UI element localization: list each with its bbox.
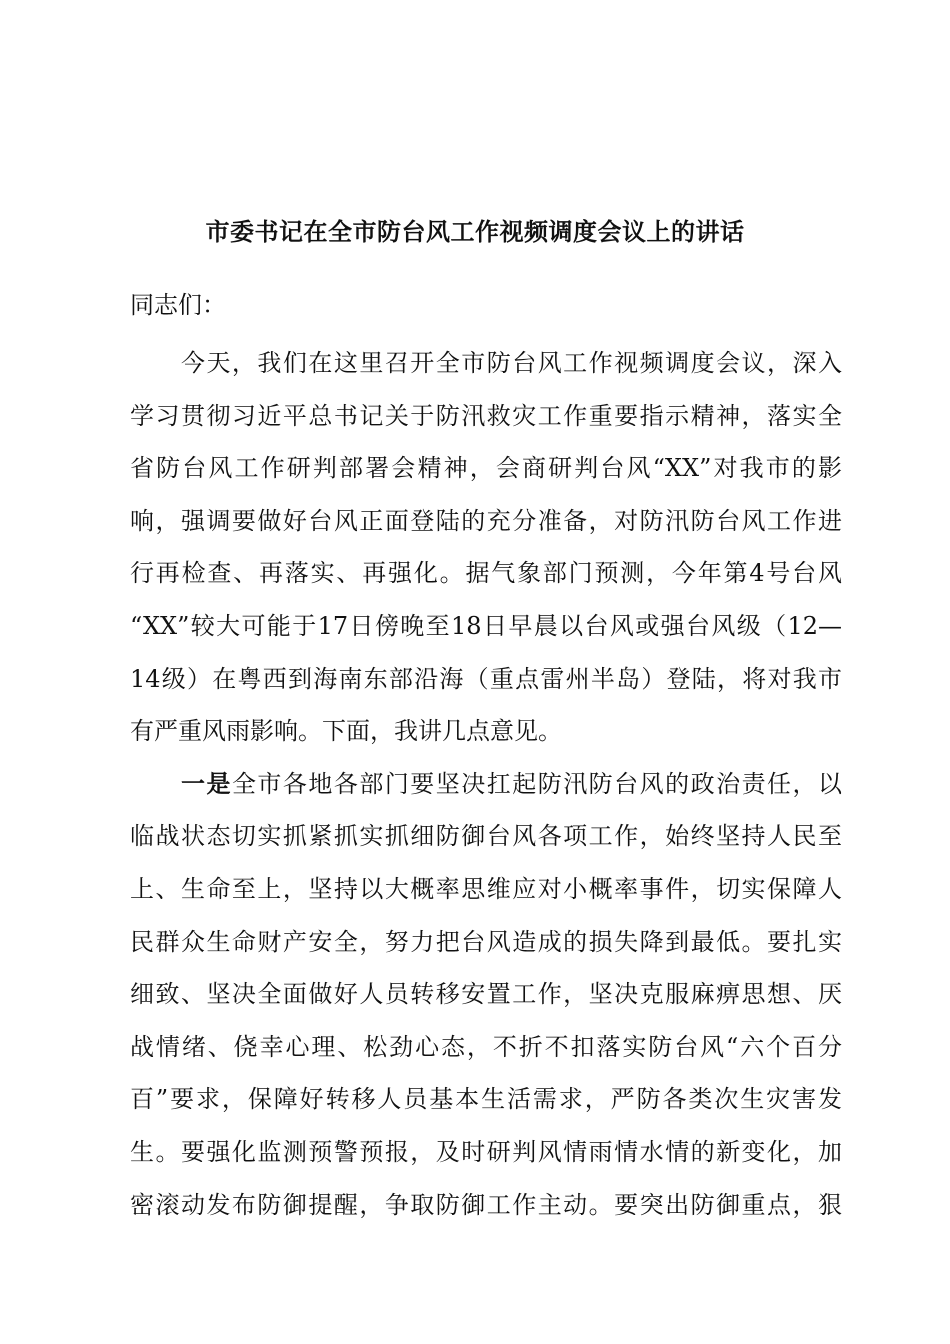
paragraph-1-line: “XX”较大可能于17日傍晚至18日早晨以台风或强台风级（12— xyxy=(130,611,842,640)
paragraph-1-line: 14级）在粤西到海南东部沿海（重点雷州半岛）登陆，将对我市 xyxy=(130,664,842,693)
paragraph-2-first-text: 全市各地各部门要坚决扛起防汛防台风的政治责任，以 xyxy=(231,769,843,798)
salutation: 同志们： xyxy=(130,291,226,319)
paragraph-2-line: 民群众生命财产安全，努力把台风造成的损失降到最低。要扎实 xyxy=(130,927,842,956)
paragraph-2-line: 生。要强化监测预警预报，及时研判风情雨情水情的新变化，加 xyxy=(130,1137,842,1166)
paragraph-2-line: 上、生命至上，坚持以大概率思维应对小概率事件，切实保障人 xyxy=(130,874,842,903)
paragraph-1-line: 学习贯彻习近平总书记关于防汛救灾工作重要指示精神，落实全 xyxy=(130,401,842,430)
paragraph-2-line: 细致、坚决全面做好人员转移安置工作，坚决克服麻痹思想、厌 xyxy=(130,980,842,1009)
paragraph-2-line: 战情绪、侥幸心理、松劲心态，不折不扣落实防台风“六个百分 xyxy=(130,1032,842,1061)
paragraph-2-line: 临战状态切实抓紧抓实抓细防御台风各项工作，始终坚持人民至 xyxy=(130,822,842,851)
paragraph-1-line: 响，强调要做好台风正面登陆的充分准备，对防汛防台风工作进 xyxy=(130,506,842,535)
paragraph-1-line: 行再检查、再落实、再强化。据气象部门预测，今年第4号台风 xyxy=(130,559,842,588)
paragraph-2-line: 百”要求，保障好转移人员基本生活需求，严防各类次生灾害发 xyxy=(130,1085,842,1114)
paragraph-1-line: 省防台风工作研判部署会精神，会商研判台风“XX”对我市的影 xyxy=(130,454,842,483)
paragraph-2-line: 密滚动发布防御提醒，争取防御工作主动。要突出防御重点，狠 xyxy=(130,1190,842,1219)
paragraph-2-first-line xyxy=(130,758,842,811)
paragraph-2-lead: 一是 xyxy=(180,768,232,798)
paragraph-1-line: 今天，我们在这里召开全市防台风工作视频调度会议，深入 xyxy=(130,349,842,377)
document-title: 市委书记在全市防台风工作视频调度会议上的讲话 xyxy=(205,217,745,246)
document-body xyxy=(130,337,842,1231)
paragraph-1-line: 有严重风雨影响。下面，我讲几点意见。 xyxy=(130,717,562,746)
